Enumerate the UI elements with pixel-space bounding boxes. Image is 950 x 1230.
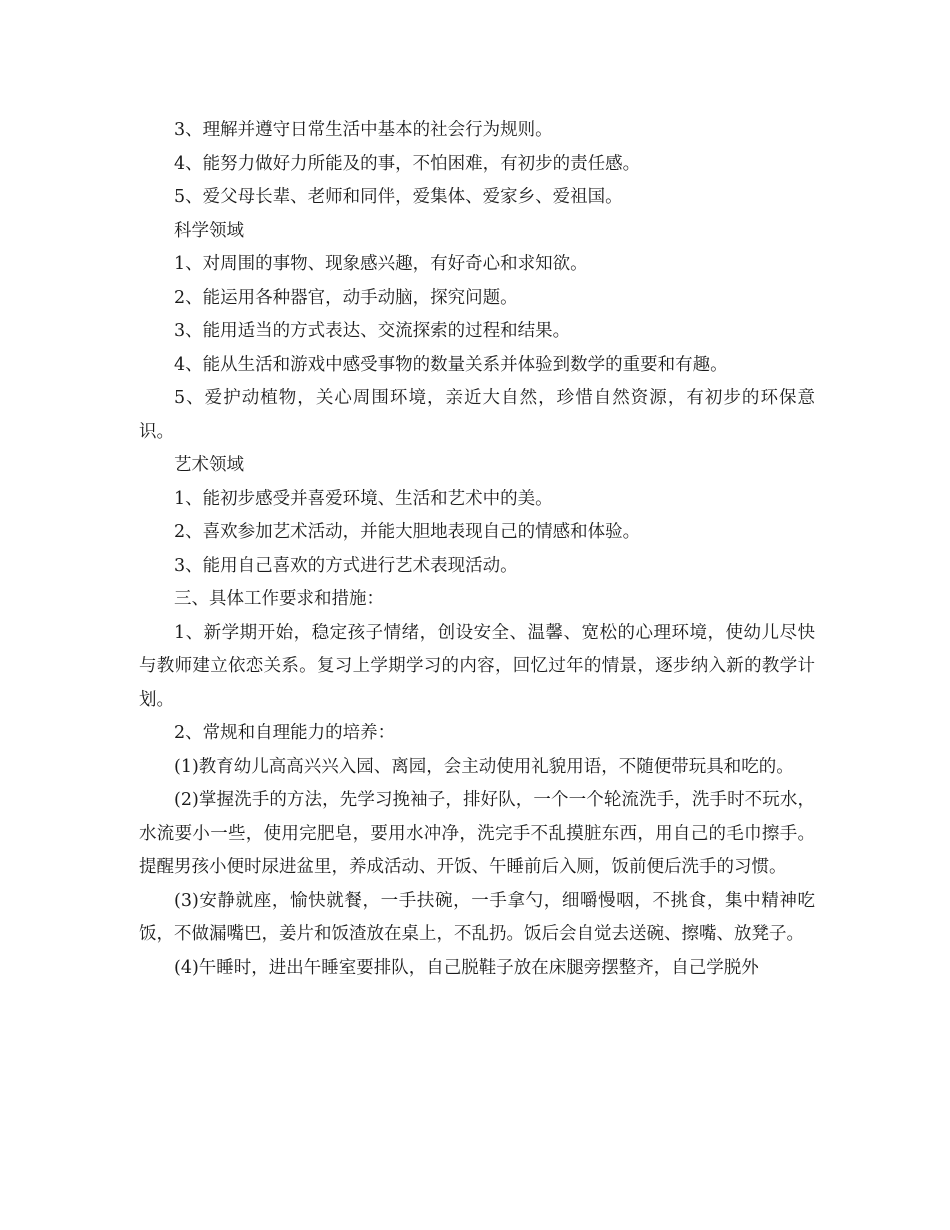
section-heading-art: 艺术领域 [174,455,244,475]
paragraph: 4、能努力做好力所能及的事，不怕困难，有初步的责任感。 [174,153,641,174]
paragraph: 4、能从生活和游戏中感受事物的数量关系并体验到数学的重要和有趣。 [174,354,728,375]
paragraph: 3、能用自己喜欢的方式进行艺术表现活动。 [174,555,518,576]
paragraph: 5、爱父母长辈、老师和同伴，爱集体、爱家乡、爱祖国。 [174,187,623,207]
paragraph: (2)掌握洗手的方法，先学习挽袖子，排好队，一个一个轮流洗手，洗手时不玩水，水流要小一些，使用完肥皂，要用水冲净，洗完手不乱摸脏东西，用自己的毛巾擦手。提醒男孩小便时尿进盆里，养成活动、开饭、午睡前后入厕，饭前便后洗手的习惯。 [139,790,815,877]
paragraph: 2、能运用各种器官，动手动脑，探究问题。 [174,287,518,308]
paragraph: 3、能用适当的方式表达、交流探索的过程和结果。 [174,321,571,341]
section-heading-science: 科学领域 [174,220,244,241]
paragraph: 5、爱护动植物，关心周围环境，亲近大自然，珍惜自然资源，有初步的环保意识。 [139,388,815,442]
paragraph: 1、对周围的事物、现象感兴趣，有好奇心和求知欲。 [174,254,588,274]
paragraph: 3、理解并遵守日常生活中基本的社会行为规则。 [174,120,553,140]
paragraph: (1)教育幼儿高高兴兴入园、离园，会主动使用礼貌用语，不随便带玩具和吃的。 [174,756,794,777]
paragraph: (3)安静就座，愉快就餐，一手扶碗，一手拿勺，细嚼慢咽，不挑食，集中精神吃饭，不做漏嘴巴，姜片和饭渣放在桌上，不乱扔。饭后会自觉去送碗、擦嘴、放凳子。 [139,890,815,944]
paragraph: (4)午睡时，进出午睡室要排队，自己脱鞋子放在床腿旁摆整齐，自己学脱外 [174,957,759,978]
paragraph: 1、能初步感受并喜爱环境、生活和艺术中的美。 [174,488,553,509]
paragraph: 1、新学期开始，稳定孩子情绪，创设安全、温馨、宽松的心理环境，使幼儿尽快与教师建立依恋关系。复习上学期学习的内容，回忆过年的情景，逐步纳入新的教学计划。 [139,622,815,710]
paragraph: 2、喜欢参加艺术活动，并能大胆地表现自己的情感和体验。 [174,522,641,542]
section-heading-requirements: 三、具体工作要求和措施： [174,589,384,609]
paragraph: 2、常规和自理能力的培养： [174,723,396,743]
document-body [139,114,815,985]
